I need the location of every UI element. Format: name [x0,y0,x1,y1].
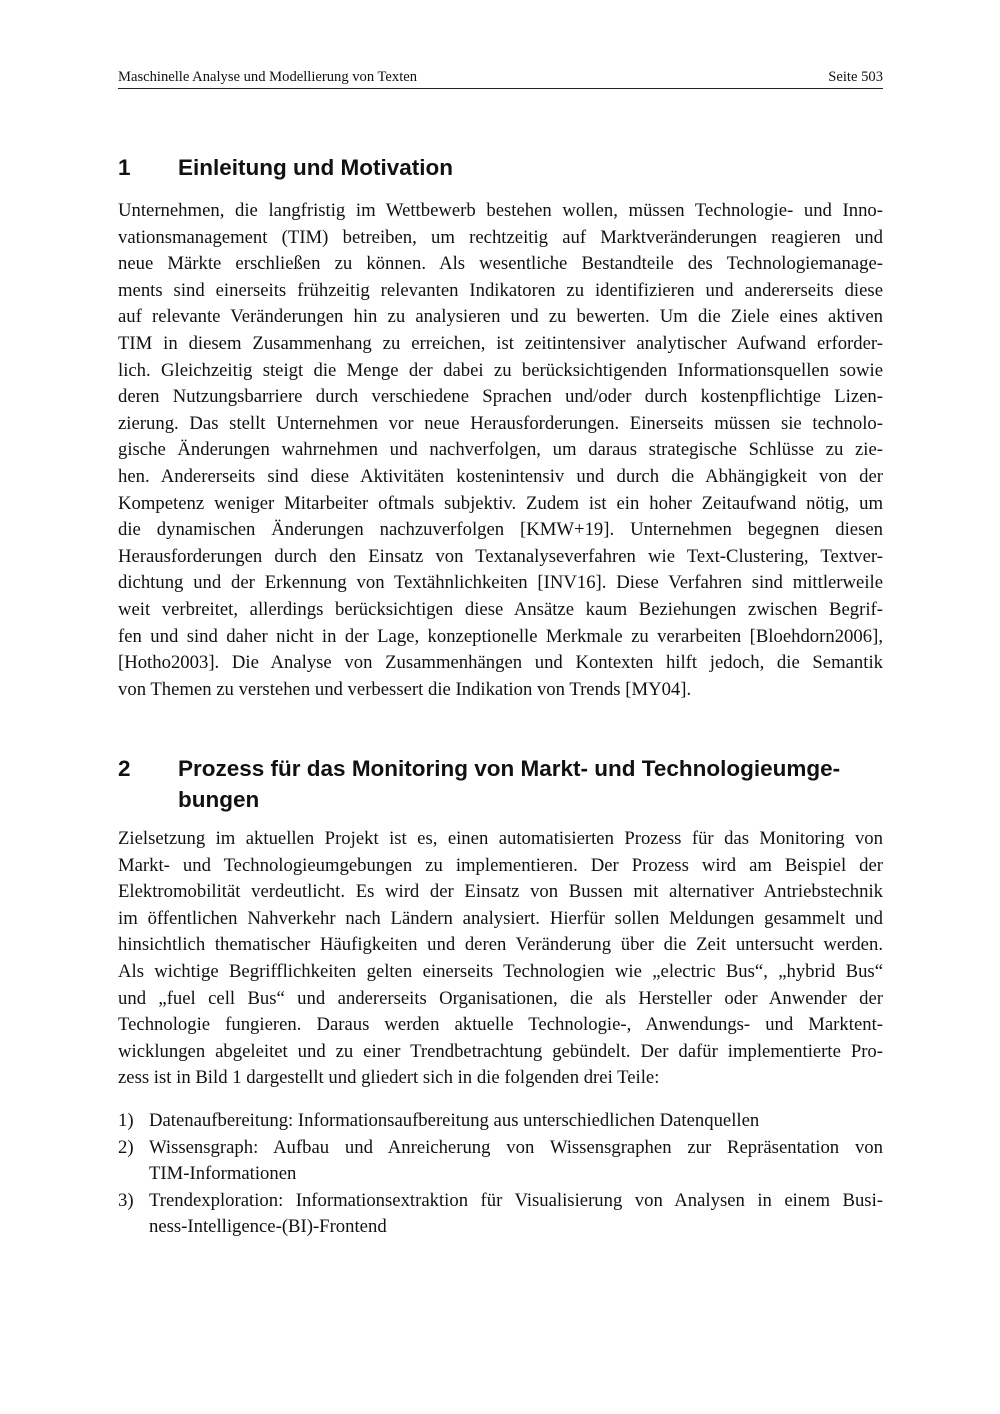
paragraph-line: die dynamischen Änderungen nachzuverfolgen [KMW+19]. Unternehmen begegnen diesen [118,519,883,541]
paragraph-line: Unternehmen, die langfristig im Wettbewerb bestehen wollen, müssen Technologie- und Inno- [118,200,883,221]
list-item-wissensgraph [118,1135,883,1188]
page-number: Seite 503 [828,69,883,85]
paragraph-line: zess ist in Bild 1 dargestellt und gliedert sich in die folgenden drei Teile: [118,1067,660,1089]
list-item-trendexploration [118,1188,883,1241]
list-item-line: TIM-Informationen [149,1163,297,1185]
paragraph-line: auf relevante Veränderungen hin zu analysieren und zu bewerten. Um die Ziele eines aktiven [118,306,883,328]
section-1-number: 1 [118,155,131,180]
paragraph-line: Kompetenz weniger Mitarbeiter oftmals subjektiv. Zudem ist ein hoher Zeitaufwand nötig, um [118,492,883,514]
paragraph-line: Markt- und Technologieumgebungen zu implementieren. Der Prozess wird am Beispiel der [118,854,883,876]
paragraph-line: hen. Andererseits sind diese Aktivitäten kostenintensiv und durch die Abhängigkeit von der [118,465,883,487]
paragraph-line: Technologie fungieren. Daraus werden aktuelle Technologie-, Anwendungs- und Marktent- [118,1014,883,1036]
list-item-line: ness-Intelligence-(BI)-Frontend [149,1216,387,1238]
process-parts-list [118,1108,883,1241]
list-item-content [149,1108,883,1135]
section-1-paragraph [118,198,883,703]
running-header [118,67,883,89]
paragraph-line: vationsmanagement (TIM) betreiben, um rechtzeitig auf Marktveränderungen reagieren und [118,226,883,248]
paragraph-line: weit verbreitet, allerdings berücksichtigen diese Ansätze kaum Beziehungen zwischen Begrif- [118,598,883,620]
list-marker: 1) [118,1110,134,1131]
list-item-line: Wissensgraph: Aufbau und Anreicherung von Wissensgraphen zur Repräsentation von [149,1136,883,1158]
section-2-paragraph [118,826,883,1092]
paragraph-line: deren Nutzungsbarriere durch verschiedene Sprachen und/oder durch kostenpflichtige Lizen- [118,386,883,408]
list-marker: 2) [118,1136,134,1158]
section-1-title [178,152,888,183]
paragraph-line: fen und sind daher nicht in der Lage, konzeptionelle Merkmale zu verarbeiten [Bloehdorn2006], [118,625,883,647]
paragraph-line: lich. Gleichzeitig steigt die Menge der dabei zu berücksichtigenden Informationsquellen sowie [118,359,883,381]
list-marker: 3) [118,1189,134,1211]
list-item-content [149,1135,883,1188]
list-item-line: Trendexploration: Informationsextraktion für Visualisierung von Analysen in einem Busi- [149,1189,883,1211]
paragraph-line: und „fuel cell Bus“ und andererseits Organisationen, die als Hersteller oder Anwender der [118,987,883,1009]
section-2-title-line: Prozess für das Monitoring von Markt- und Technologieumge- [178,756,841,781]
list-item-line: Datenaufbereitung: Informationsaufbereitung aus unterschiedlichen Datenquellen [149,1110,760,1131]
section-1-title-line: Einleitung und Motivation [178,155,453,180]
paragraph-line: Herausforderungen durch den Einsatz von Textanalyseverfahren wie Text-Clustering, Textver- [118,545,883,567]
section-2-number: 2 [118,756,131,781]
paragraph-line: [Hotho2003]. Die Analyse von Zusammenhängen und Kontexten hilft jedoch, die Semantik [118,652,883,674]
paragraph-line: hinsichtlich thematischer Häufigkeiten und deren Veränderung über die Zeit untersucht werden. [118,934,883,956]
paragraph-line: zierung. Das stellt Unternehmen vor neue Herausforderungen. Einerseits müssen sie technolo- [118,412,883,434]
list-item-datenaufbereitung [118,1108,883,1135]
list-item-content [149,1188,883,1241]
paragraph-line: im öffentlichen Nahverkehr nach Ländern analysiert. Hierfür sollen Meldungen gesammelt und [118,907,883,929]
paragraph-line: gische Änderungen wahrnehmen und nachverfolgen, um daraus strategische Schlüsse zu zie- [118,439,883,461]
paragraph-line: dichtung und der Erkennung von Textähnlichkeiten [INV16]. Diese Verfahren sind mittlerweile [118,572,883,594]
paragraph-line: Als wichtige Begrifflichkeiten gelten einerseits Technologien wie „electric Bus“, „hybrid Bus“ [118,960,883,982]
paragraph-line: ments sind einerseits frühzeitig relevanten Indikatoren zu identifizieren und andererseits diese [118,279,883,301]
paragraph-line: wicklungen abgeleitet und zu einer Trendbetrachtung gebündelt. Der dafür implementierte Pro- [118,1040,883,1062]
paragraph-line: Zielsetzung im aktuellen Projekt ist es, einen automatisierten Prozess für das Monitoring von [118,828,883,849]
paragraph-line: Elektromobilität verdeutlicht. Es wird der Einsatz von Bussen mit alternativer Antriebstechnik [118,881,883,903]
section-2-title [178,753,888,815]
paragraph-line: TIM in diesem Zusammenhang zu erreichen, ist zeitintensiver analytischer Aufwand erforder- [118,332,883,354]
paragraph-line: von Themen zu verstehen und verbessert die Indikation von Trends [MY04]. [118,678,692,700]
section-2-title-line: bungen [178,787,260,812]
paragraph-line: neue Märkte erschließen zu können. Als wesentliche Bestandteile des Technologiemanage- [118,253,883,275]
running-title: Maschinelle Analyse und Modellierung von Texten [118,69,418,85]
